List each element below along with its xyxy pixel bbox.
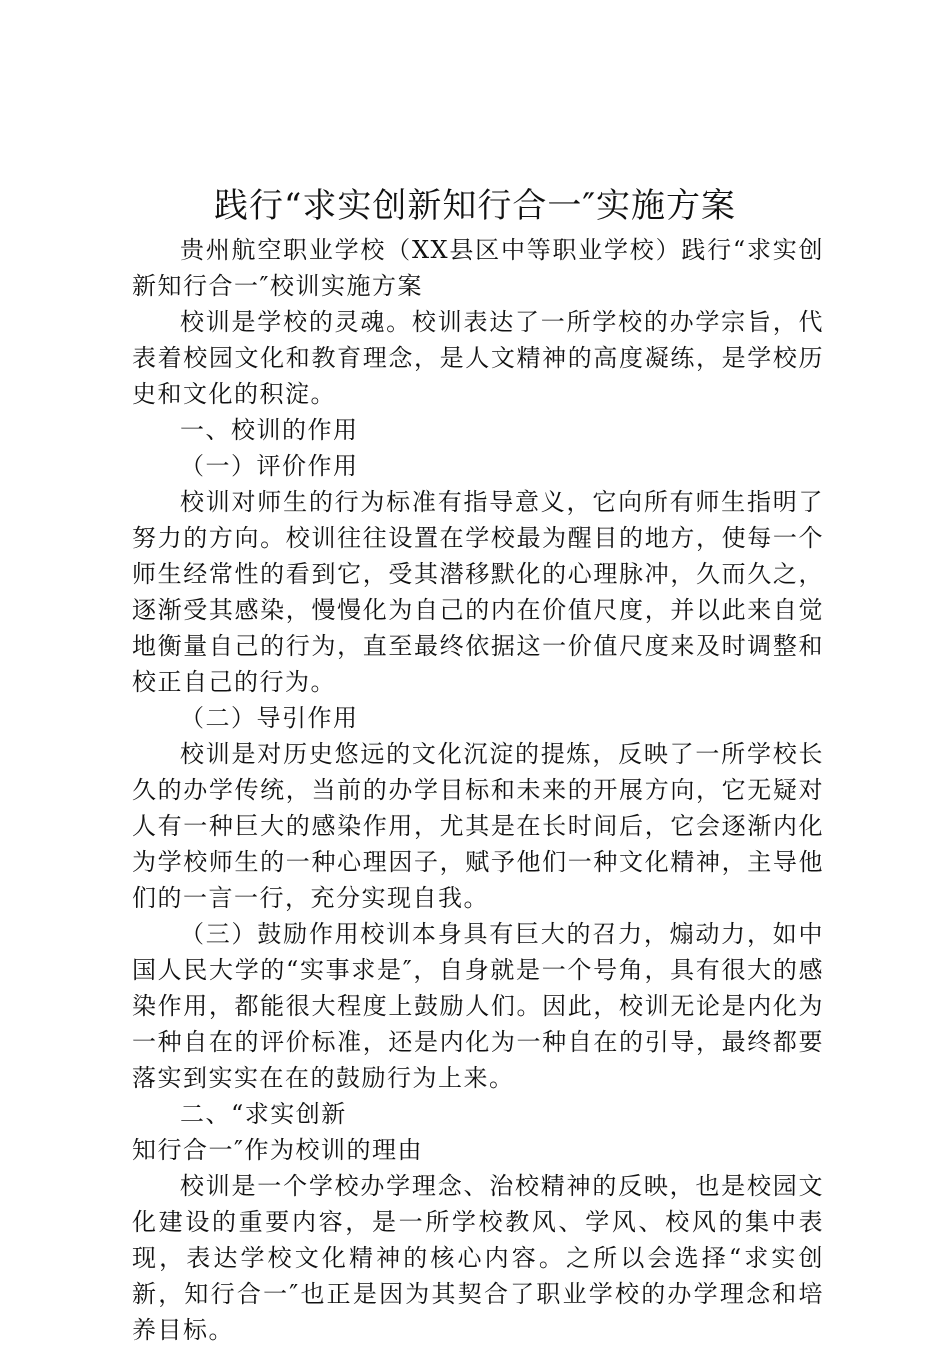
subsection-heading-1: （一）评价作用 xyxy=(180,452,359,480)
paragraph-evaluation: 校训对师生的行为标准有指导意义，它向所有师生指明了努力的方向。校训往往设置在学校最为醒目的地方，使每一个师生经常性的看到它，受其潜移默化的心理脉冲，久而久之，逐渐受其感染，慢慢化为自己的内在价值尺度，并以此来自觉地衡量自己的行为，直至最终依据这一价值尺度来及时调整和校正自己的行为。 xyxy=(132,488,824,696)
section-heading-2: 二、“求实创新 xyxy=(180,1100,347,1128)
section-heading-2-continued: 知行合一″作为校训的理由 xyxy=(132,1136,423,1164)
document-title: 践行“求实创新知行合一″实施方案 xyxy=(213,186,737,226)
paragraph-subtitle: 贵州航空职业学校（XX县区中等职业学校）践行“求实创新知行合一″校训实施方案 xyxy=(132,236,824,300)
paragraph-encouragement: （三）鼓励作用校训本身具有巨大的召力，煽动力，如中国人民大学的“实事求是″，自身就是一个号角，具有很大的感染作用，都能很大程度上鼓励人们。因此，校训无论是内化为一种自在的评价标准，还是内化为一种自在的引导，最终都要落实到实实在在的鼓励行为上来。 xyxy=(132,920,824,1092)
subsection-heading-2: （二）导引作用 xyxy=(180,704,359,732)
paragraph-guidance: 校训是对历史悠远的文化沉淀的提炼，反映了一所学校长久的办学传统，当前的办学目标和未来的开展方向，它无疑对人有一种巨大的感染作用，尤其是在长时间后，它会逐渐内化为学校师生的一种心理因子，赋予他们一种文化精神，主导他们的一言一行，充分实现自我。 xyxy=(132,740,824,912)
paragraph-intro: 校训是学校的灵魂。校训表达了一所学校的办学宗旨，代表着校园文化和教育理念，是人文精神的高度凝练，是学校历史和文化的积淀。 xyxy=(132,308,824,408)
document-body xyxy=(132,232,824,1348)
paragraph-reason: 校训是一个学校办学理念、治校精神的反映，也是校园文化建设的重要内容，是一所学校教风、学风、校风的集中表现，表达学校文化精神的核心内容。之所以会选择“求实创新，知行合一″也正是因为其契合了职业学校的办学理念和培养目标。 xyxy=(132,1172,824,1344)
section-heading-1: 一、校训的作用 xyxy=(180,416,359,444)
